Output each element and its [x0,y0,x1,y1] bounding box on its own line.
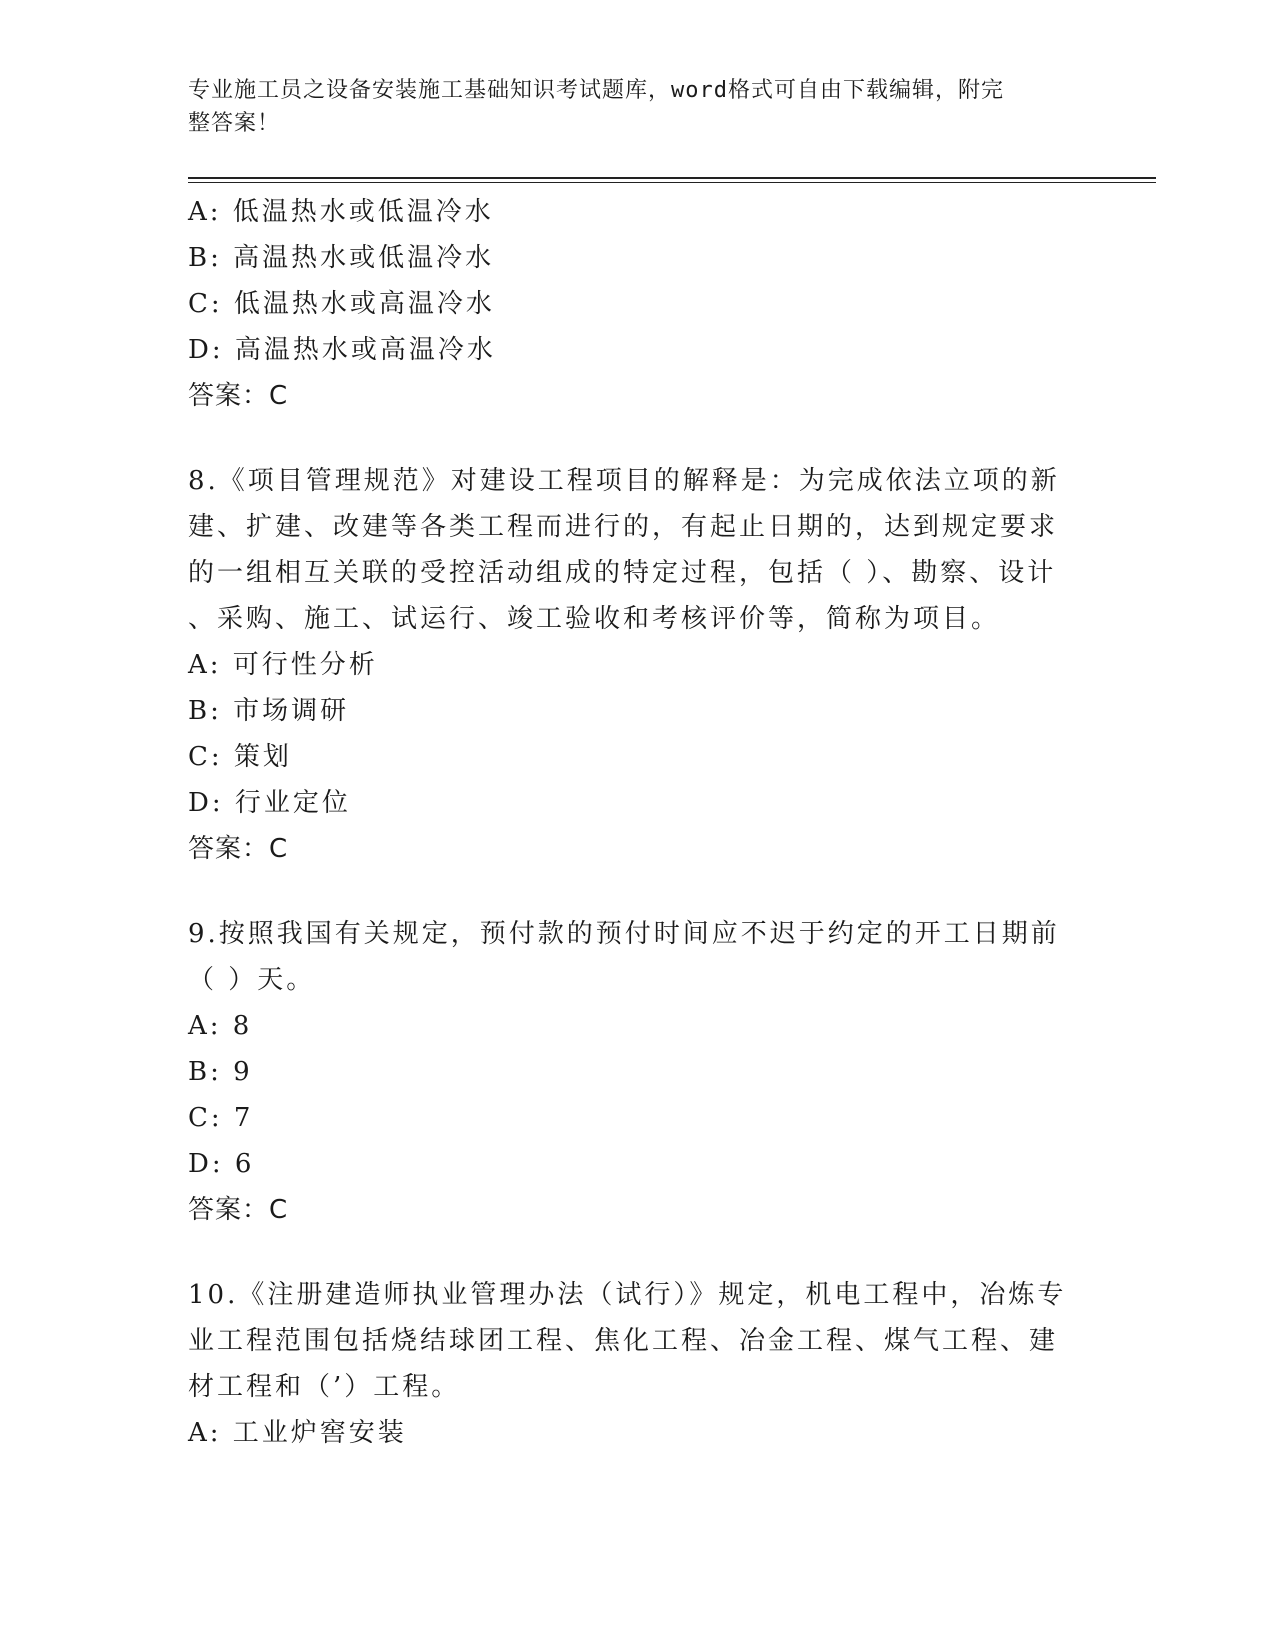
question-content [188,189,1088,1456]
option-c: C: 策划 [188,742,292,772]
header-divider-thick [188,177,1156,179]
option-a: A: 8 [188,1011,253,1041]
question-text-line: 9.按照我国有关规定，预付款的预付时间应不迟于约定的开工日期前 [188,919,1060,949]
option-a: A: 可行性分析 [188,650,378,680]
answer-line: 答案：C [188,1195,289,1225]
header-divider-thin [188,182,1156,183]
question-8-block [188,458,1088,872]
option-a: A: 工业炉窖安装 [188,1418,407,1448]
document-header [188,74,1068,140]
header-title-line-1: 专业施工员之设备安装施工基础知识考试题库，word格式可自由下载编辑，附完 [188,78,1004,103]
option-d: D: 行业定位 [188,788,351,818]
question-text-line: 建、扩建、改建等各类工程而进行的，有起止日期的，达到规定要求 [188,512,1059,542]
option-b: B: 市场调研 [188,696,350,726]
header-title-line-2: 整答案！ [188,111,281,136]
question-7-block [188,189,1088,419]
option-a: A: 低温热水或低温冷水 [188,197,494,227]
option-b: B: 9 [188,1057,253,1087]
question-text-line: 8.《项目管理规范》对建设工程项目的解释是：为完成依法立项的新 [188,466,1060,496]
question-text-line: （ ）天。 [188,965,316,995]
option-d: D: 高温热水或高温冷水 [188,335,496,365]
question-text-line: 的一组相互关联的受控活动组成的特定过程，包括（ ）、勘察、设计 [188,558,1057,588]
option-c: C: 低温热水或高温冷水 [188,289,495,319]
question-text-line: 材工程和（’）工程。 [188,1372,461,1402]
option-b: B: 高温热水或低温冷水 [188,243,495,273]
option-c: C: 7 [188,1103,254,1133]
question-9-block [188,911,1088,1233]
answer-line: 答案：C [188,834,289,864]
question-text-line: 业工程范围包括烧结球团工程、焦化工程、冶金工程、煤气工程、建 [188,1326,1059,1356]
answer-line: 答案：C [188,381,289,411]
option-d: D: 6 [188,1149,255,1179]
question-10-block [188,1272,1088,1456]
question-text-line: 10.《注册建造师执业管理办法（试行）》规定，机电工程中，冶炼专 [188,1280,1067,1310]
question-text-line: 、采购、施工、试运行、竣工验收和考核评价等，简称为项目。 [188,604,1001,634]
